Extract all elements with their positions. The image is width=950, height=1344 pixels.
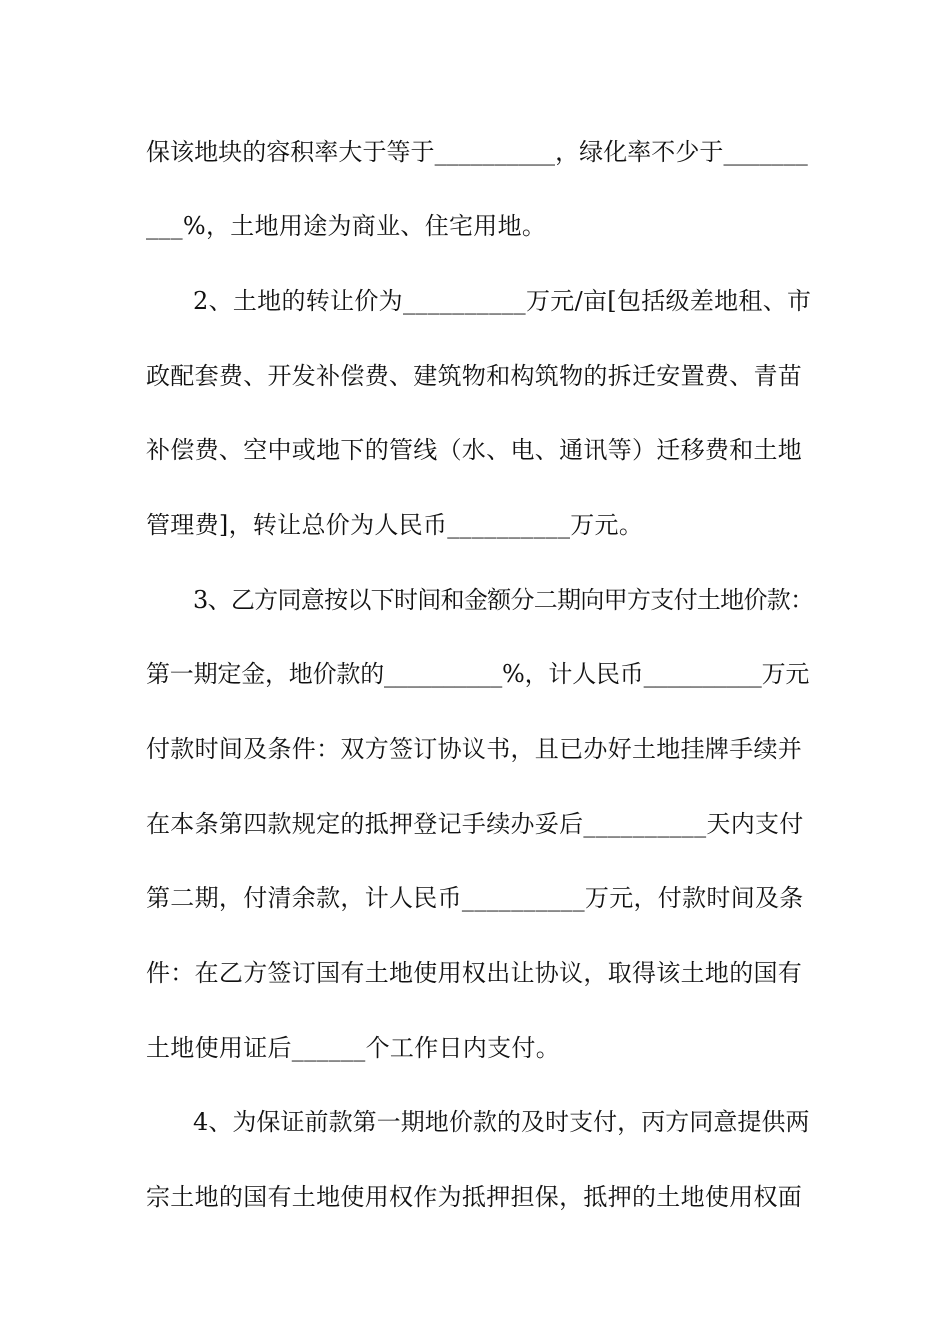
paragraph-line: 土地使用证后______个工作日内支付。	[146, 1034, 560, 1062]
paragraph-line: 件：在乙方签订国有土地使用权出让协议，取得该土地的国有	[146, 959, 803, 987]
paragraph-line: 政配套费、开发补偿费、建筑物和构筑物的拆迁安置费、青苗	[146, 362, 803, 390]
paragraph-line: 管理费]，转让总价为人民币__________万元。	[146, 511, 644, 539]
paragraph-line: 宗土地的国有土地使用权作为抵押担保，抵押的土地使用权面	[146, 1183, 803, 1211]
paragraph-line: 4、为保证前款第一期地价款的及时支付，丙方同意提供两	[193, 1108, 810, 1136]
paragraph-line: ___%，土地用途为商业、住宅用地。	[146, 212, 547, 240]
paragraph-line: 保该地块的容积率大于等于__________，绿化率不少于_______	[146, 138, 808, 166]
paragraph-line: 付款时间及条件：双方签订协议书，且已办好土地挂牌手续并	[146, 735, 803, 763]
paragraph-line: 第二期，付清余款，计人民币__________万元，付款时间及条	[146, 884, 804, 912]
paragraph-line: 在本条第四款规定的抵押登记手续办妥后__________天内支付	[146, 810, 804, 838]
paragraph-line: 补偿费、空中或地下的管线（水、电、通讯等）迁移费和土地	[146, 436, 803, 464]
paragraph-line: 3、乙方同意按以下时间和金额分二期向甲方支付土地价款：	[193, 586, 814, 614]
paragraph-line: 2、土地的转让价为__________万元/亩[包括级差地租、市	[193, 287, 812, 315]
paragraph-line: 第一期定金，地价款的__________%，计人民币__________万元	[146, 660, 810, 688]
